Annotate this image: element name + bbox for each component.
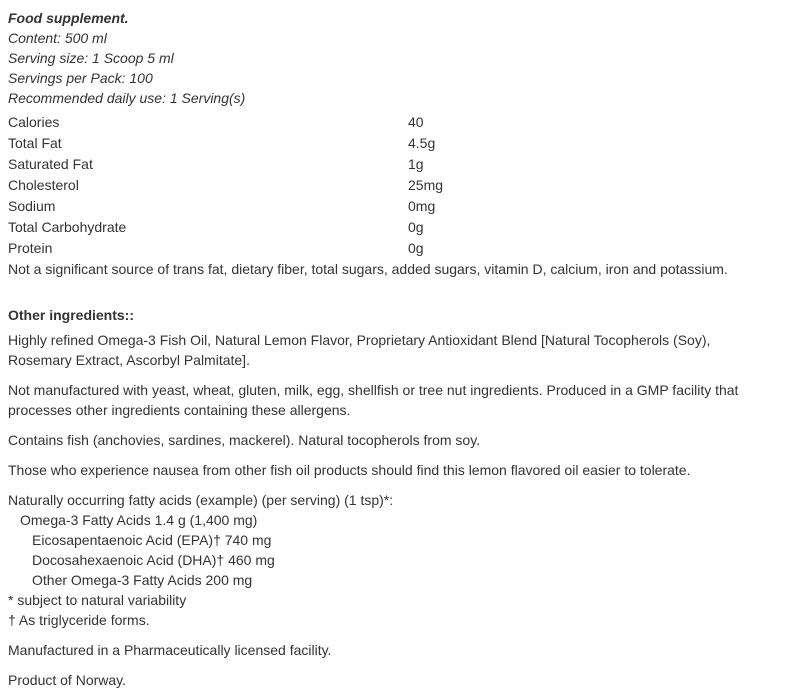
nutrition-value: 0g bbox=[408, 219, 424, 235]
supplement-meta-line: Serving size: 1 Scoop 5 ml bbox=[8, 50, 174, 66]
nutrition-label: Calories bbox=[8, 114, 60, 130]
nutrition-value: 4.5g bbox=[408, 135, 436, 151]
fatty-acid-line: * subject to natural variability bbox=[8, 592, 187, 608]
other-ingredients-heading: Other ingredients:: bbox=[8, 307, 135, 323]
supplement-meta-line: Recommended daily use: 1 Serving(s) bbox=[8, 90, 246, 106]
nutrition-footnote: Not a significant source of trans fat, dietary fiber, total sugars, added sugars, vitamin D, calcium, iron and potassium. bbox=[8, 261, 728, 277]
allergen-note: Not manufactured with yeast, wheat, gluten, milk, egg, shellfish or tree nut ingredients. Produced in a GMP facility that processes other ingredients containing these allergens. bbox=[8, 382, 739, 418]
nutrition-label: Sodium bbox=[8, 198, 56, 214]
nutrition-label: Total Carbohydrate bbox=[8, 219, 127, 235]
nutrition-value: 40 bbox=[408, 114, 424, 130]
nutrition-row bbox=[8, 175, 777, 196]
nutrition-row bbox=[8, 154, 777, 175]
nutrition-value: 0g bbox=[408, 240, 424, 256]
nutrition-label: Protein bbox=[8, 240, 53, 256]
fatty-acid-line: Eicosapentaenoic Acid (EPA)† 740 mg bbox=[32, 532, 272, 548]
nutrition-row bbox=[8, 133, 777, 154]
supplement-meta-line: Content: 500 ml bbox=[8, 30, 107, 46]
supplement-title: Food supplement. bbox=[8, 10, 129, 26]
nutrition-value: 1g bbox=[408, 156, 424, 172]
fatty-acids-block bbox=[8, 490, 777, 630]
nutrition-facts-table bbox=[8, 112, 777, 259]
supplement-meta-line: Servings per Pack: 100 bbox=[8, 70, 153, 86]
nutrition-row bbox=[8, 238, 777, 259]
fatty-acid-line: Omega-3 Fatty Acids 1.4 g (1,400 mg) bbox=[20, 512, 258, 528]
origin-note: Product of Norway. bbox=[8, 672, 127, 688]
nutrition-row bbox=[8, 112, 777, 133]
manufacturing-note: Manufactured in a Pharmaceutically licensed facility. bbox=[8, 642, 332, 658]
nausea-note: Those who experience nausea from other fish oil products should find this lemon flavored oil easier to tolerate. bbox=[8, 462, 691, 478]
fatty-acid-line: Naturally occurring fatty acids (example) (per serving) (1 tsp)*: bbox=[8, 492, 394, 508]
fatty-acid-line: † As triglyceride forms. bbox=[8, 612, 150, 628]
supplement-meta bbox=[8, 28, 777, 108]
fatty-acid-line: Other Omega-3 Fatty Acids 200 mg bbox=[32, 572, 253, 588]
nutrition-facts-body bbox=[8, 112, 777, 259]
nutrition-row bbox=[8, 196, 777, 217]
nutrition-value: 25mg bbox=[408, 177, 444, 193]
contains-note: Contains fish (anchovies, sardines, mackerel). Natural tocopherols from soy. bbox=[8, 432, 481, 448]
fatty-acid-line: Docosahexaenoic Acid (DHA)† 460 mg bbox=[32, 552, 275, 568]
nutrition-label: Saturated Fat bbox=[8, 156, 93, 172]
nutrition-value: 0mg bbox=[408, 198, 436, 214]
nutrition-label: Cholesterol bbox=[8, 177, 79, 193]
nutrition-label: Total Fat bbox=[8, 135, 62, 151]
other-ingredients-text: Highly refined Omega-3 Fish Oil, Natural Lemon Flavor, Proprietary Antioxidant Blend [Natural Tocopherols (Soy), Rosemary Extract, Ascorbyl Palmitate]. bbox=[8, 332, 711, 368]
nutrition-row bbox=[8, 217, 777, 238]
supplement-header bbox=[8, 8, 777, 108]
